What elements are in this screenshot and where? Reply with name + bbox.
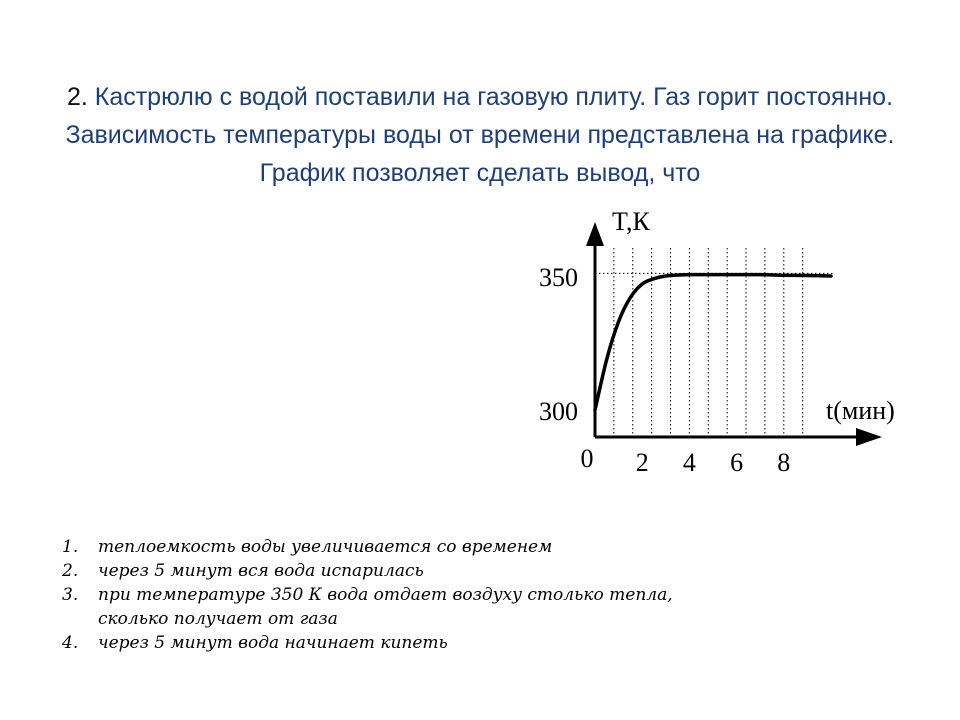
temperature-curve xyxy=(595,275,831,410)
answer-option xyxy=(62,631,673,655)
answer-option xyxy=(62,559,673,583)
answer-number: 2. xyxy=(62,561,79,581)
answer-number: 3. xyxy=(62,585,79,605)
x-axis-arrow xyxy=(856,428,882,446)
answer-option xyxy=(62,535,673,559)
y-axis-label: T,К xyxy=(612,207,650,236)
answer-option xyxy=(62,583,673,631)
x-tick-label: 4 xyxy=(682,448,696,477)
y-axis-arrow xyxy=(586,222,604,246)
question-statement: Кастрюлю с водой поставили на газовую плиту. Газ горит постоянно. Зависимость температуры воды от времени представлена на графике. График позволяет сделать вывод, что xyxy=(65,83,895,187)
x-tick-label: 2 xyxy=(635,448,649,477)
answer-text: теплоемкость воды увеличивается со временем xyxy=(98,537,553,557)
x-tick-label: 8 xyxy=(777,448,791,477)
y-tick-label: 350 xyxy=(539,263,578,292)
answer-number: 4. xyxy=(62,633,79,653)
y-tick-label: 300 xyxy=(539,397,578,426)
answer-number: 1. xyxy=(62,537,79,557)
x-axis-label: t(мин) xyxy=(826,396,895,425)
answer-text: при температуре 350 К вода отдает воздуху столько тепла, xyxy=(98,585,673,605)
x-tick-label: 0 xyxy=(580,444,594,473)
answer-options-list xyxy=(62,535,673,655)
answer-text: через 5 минут вода начинает кипеть xyxy=(98,633,448,653)
x-tick-label: 6 xyxy=(730,448,744,477)
answer-text: сколько получает от газа xyxy=(98,609,338,629)
answer-text: через 5 минут вся вода испарилась xyxy=(98,561,424,581)
question-number: 2. xyxy=(66,83,88,111)
